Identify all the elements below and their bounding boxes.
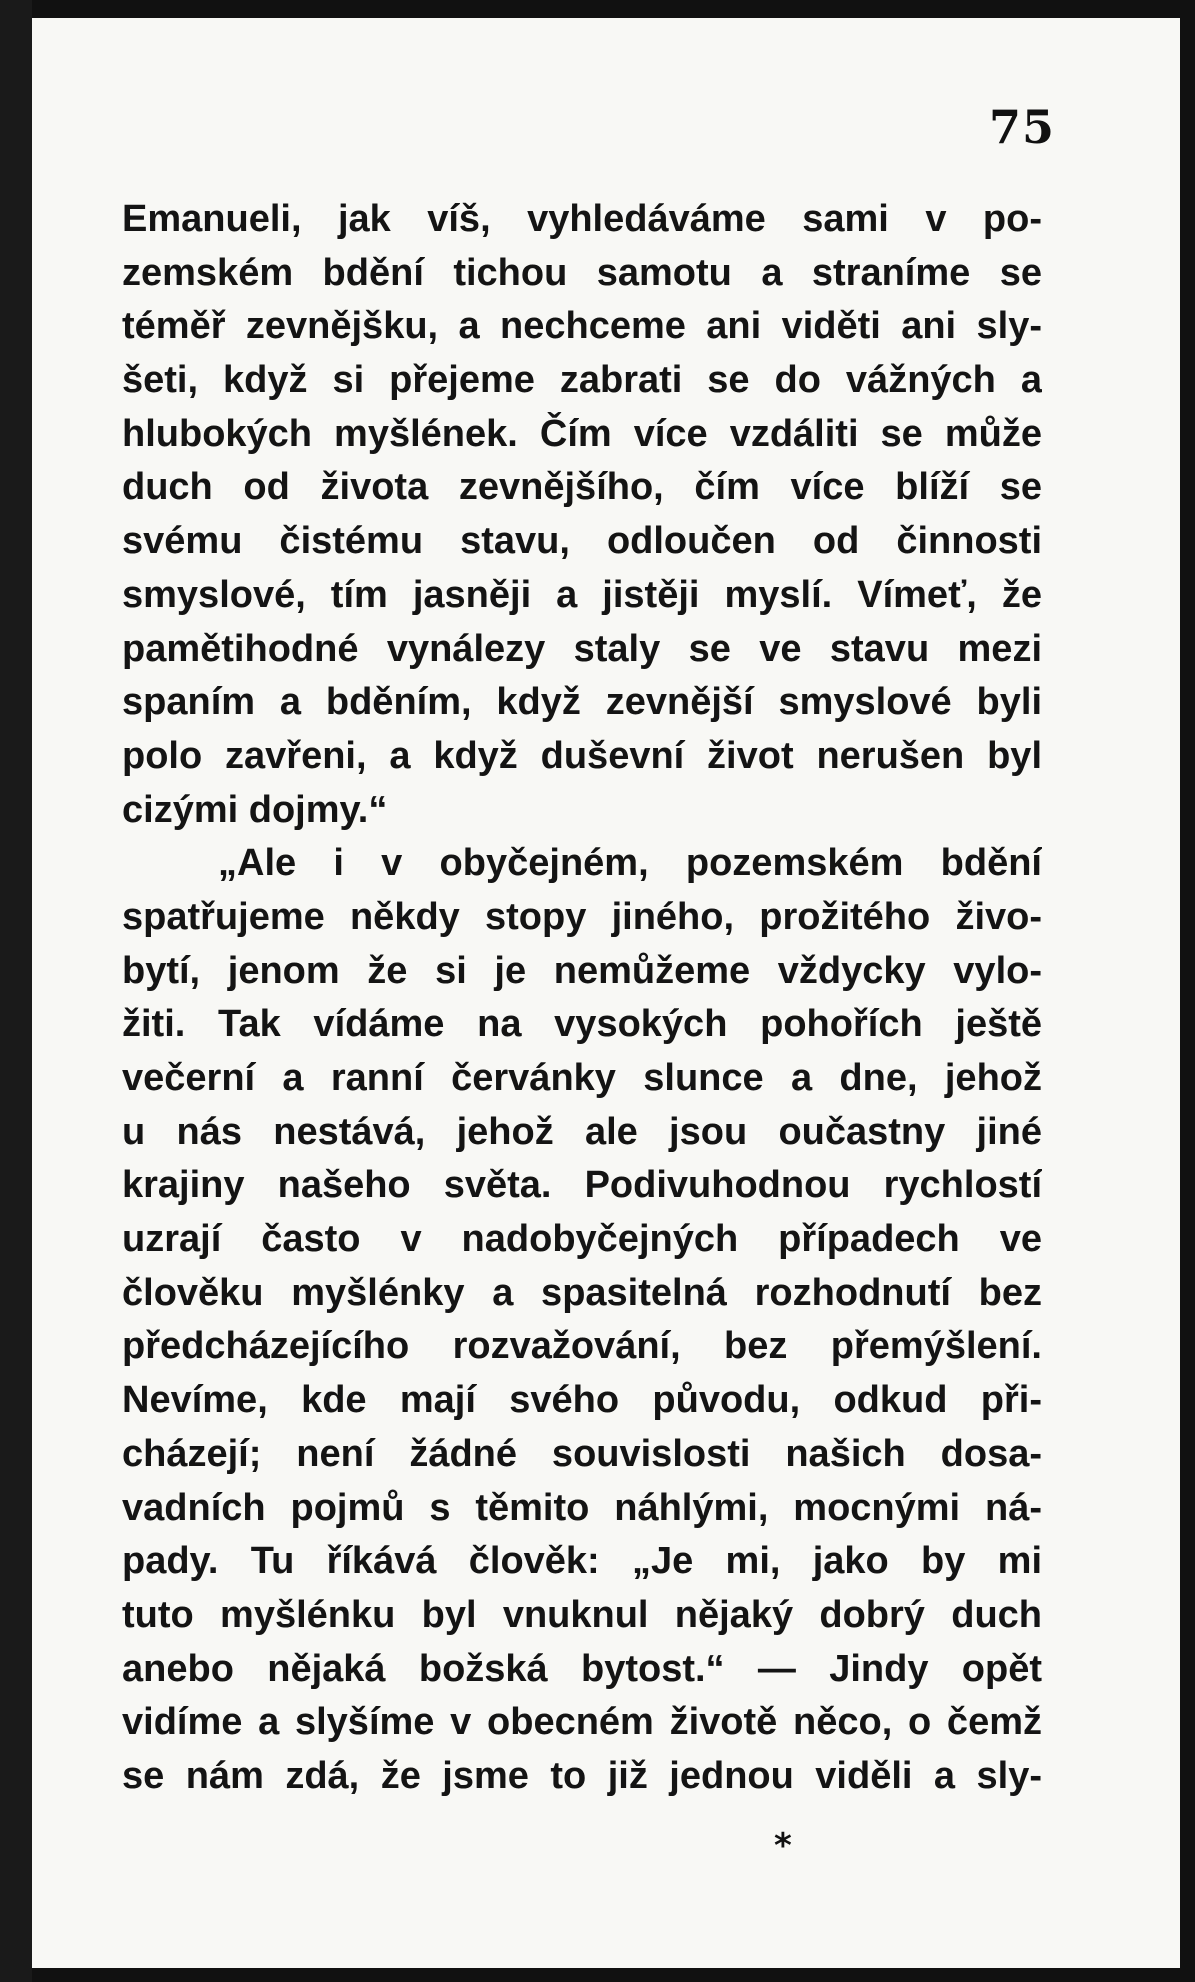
scan-border [0,0,32,1982]
text-line: cizými dojmy.“ [122,788,388,831]
text-line: vadních pojmů s těmito náhlými, mocnými ná- [122,1486,1042,1529]
text-line: se nám zdá, že jsme to již jednou viděli a sly- [122,1754,1042,1797]
text-line: Emanueli, jak víš, vyhledáváme sami v po- [122,198,1042,240]
text-line: krajiny našeho světa. Podivuhodnou rychlostí [122,1164,1042,1207]
text-line: Nevíme, kde mají svého původu, odkud při- [122,1379,1042,1422]
text-line: člověku myšlénky a spasitelná rozhodnutí bez [122,1271,1042,1314]
body-text [122,193,1042,1804]
text-line: spatřujeme někdy stopy jiného, prožitého živo- [122,895,1042,938]
text-line: cházejí; není žádné souvislosti našich dosa- [122,1432,1042,1475]
page-number: 75 [988,100,1055,154]
text-line: duch od života zevnějšího, čím více blíží se [122,466,1042,509]
text-line: předcházejícího rozvažování, bez přemýšlení. [122,1325,1042,1368]
text-line: večerní a ranní červánky slunce a dne, jehož [122,1057,1042,1099]
text-line: žiti. Tak vídáme na vysokých pohořích ještě [122,1003,1042,1046]
text-line: spaním a bděním, když zevnější smyslové byli [122,681,1042,724]
text-line: vidíme a slyšíme v obecném životě něco, o čemž [122,1701,1042,1744]
text-line: zemském bdění tichou samotu a straníme se [122,251,1042,294]
text-line: pady. Tu říkává člověk: „Je mi, jako by mi [122,1540,1042,1583]
text-line: smyslové, tím jasněji a jistěji myslí. Vímeť, že [122,573,1042,616]
text-line: polo zavřeni, a když duševní život nerušen byl [122,734,1042,777]
text-line: téměř zevnějšku, a nechceme ani viděti ani sly- [122,305,1042,348]
text-line: „Ale i v obyčejném, pozemském bdění [218,842,1042,885]
signature-mark: * [774,1826,792,1866]
text-line: tuto myšlénku byl vnuknul nějaký dobrý duch [122,1593,1042,1636]
text-line: u nás nestává, jehož ale jsou oučastny jiné [122,1110,1042,1153]
text-line: uzrají často v nadobyčejných případech ve [122,1218,1042,1261]
text-line: hlubokých myšlének. Čím více vzdáliti se může [122,412,1042,455]
text-line: bytí, jenom že si je nemůžeme vždycky vylo- [122,949,1042,992]
text-line: pamětihodné vynálezy staly se ve stavu mezi [122,627,1042,670]
text-line: anebo nějaká božská bytost.“ — Jindy opět [122,1647,1042,1690]
text-line: šeti, když si přejeme zabrati se do vážných a [122,359,1042,402]
text-line: svému čistému stavu, odloučen od činnosti [122,520,1042,563]
book-page [32,18,1180,1968]
